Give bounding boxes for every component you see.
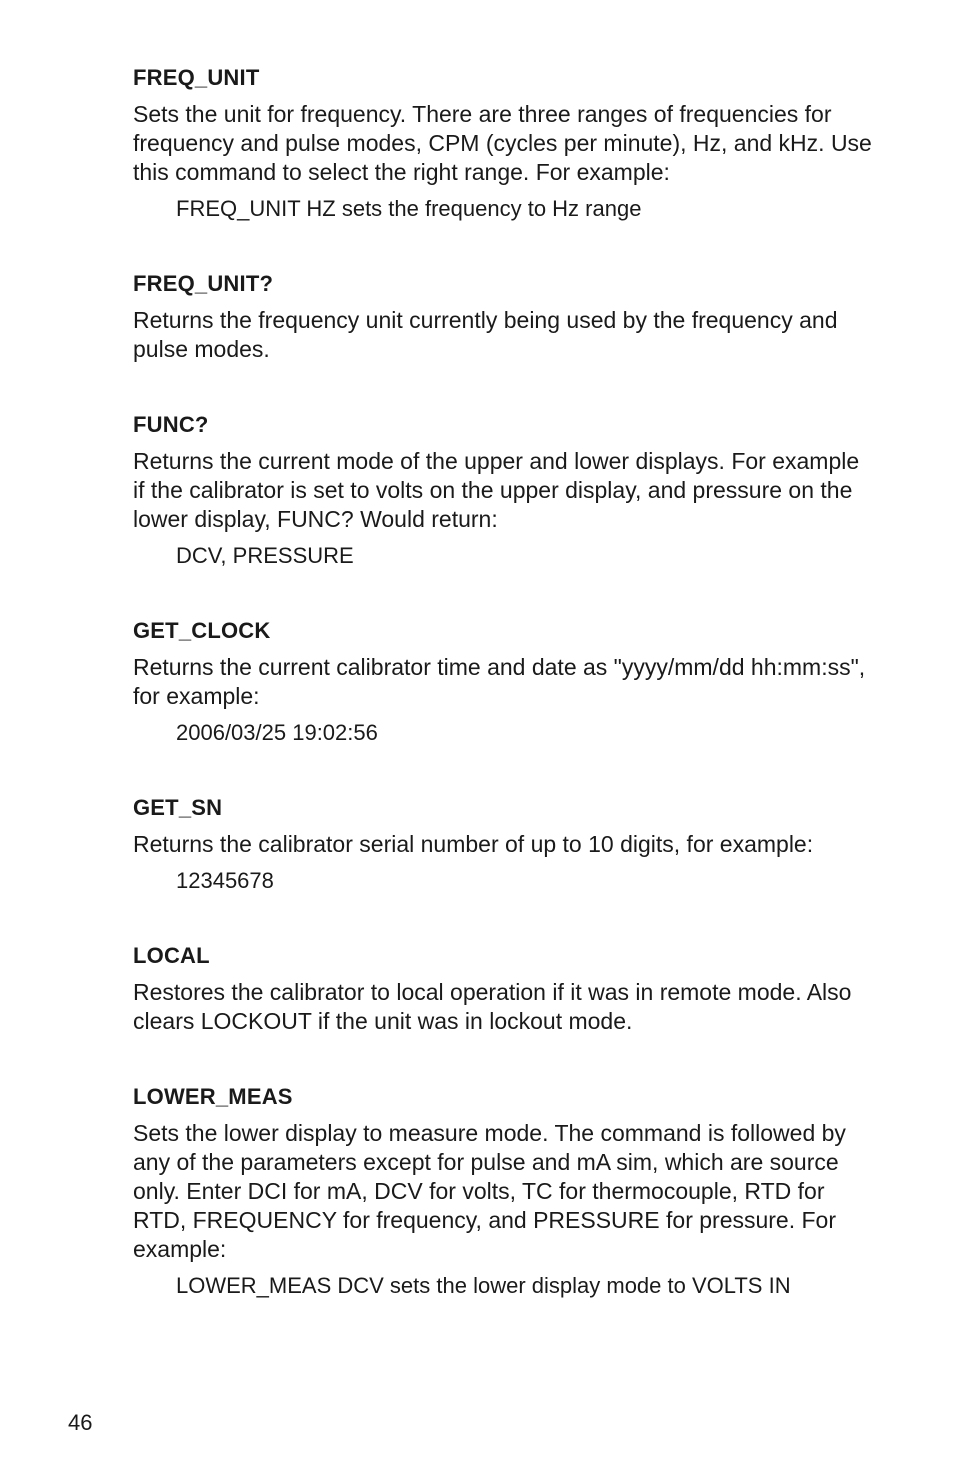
command-description: Returns the current calibrator time and date as "yyyy/mm/dd hh:mm:ss", for example: (133, 654, 866, 709)
command-description: Restores the calibrator to local operation if it was in remote mode. Also clears LOCKOUT if the unit was in lockout mode. (133, 979, 852, 1034)
command-local (133, 942, 873, 1036)
section-spacer (133, 1036, 873, 1083)
page-number: 46 (68, 1410, 93, 1435)
command-title: LOCAL (133, 943, 210, 968)
section-spacer (133, 747, 873, 794)
manual-page-content (133, 64, 873, 1300)
command-title: LOWER_MEAS (133, 1084, 293, 1109)
command-get-sn (133, 794, 873, 895)
command-example: DCV, PRESSURE (176, 543, 354, 568)
command-example: 12345678 (176, 868, 274, 893)
command-title: FUNC? (133, 412, 209, 437)
command-description: Returns the frequency unit currently being used by the frequency and pulse modes. (133, 307, 838, 362)
command-title: FREQ_UNIT? (133, 271, 274, 296)
section-spacer (133, 364, 873, 411)
command-freq-unit (133, 64, 873, 223)
command-description: Sets the unit for frequency. There are three ranges of frequencies for frequency and pulse modes, CPM (cycles per minute), Hz, and kHz. Use this command to select the right range. For example: (133, 101, 872, 185)
section-spacer (133, 895, 873, 942)
command-description: Sets the lower display to measure mode. The command is followed by any of the parameters except for pulse and mA sim, which are source only. Enter DCI for mA, DCV for volts, TC for thermocouple, RTD for RTD, FREQUENCY for frequency, and PRESSURE for pressure. For example: (133, 1120, 846, 1262)
command-get-clock (133, 617, 873, 747)
command-example: LOWER_MEAS DCV sets the lower display mode to VOLTS IN (176, 1273, 791, 1298)
command-example: FREQ_UNIT HZ sets the frequency to Hz range (176, 196, 642, 221)
command-title: GET_CLOCK (133, 618, 271, 643)
command-freq-unit-query (133, 270, 873, 364)
section-spacer (133, 223, 873, 270)
command-title: FREQ_UNIT (133, 65, 260, 90)
command-func-query (133, 411, 873, 570)
command-description: Returns the current mode of the upper and lower displays. For example if the calibrator is set to volts on the upper display, and pressure on the lower display, FUNC? Would return: (133, 448, 860, 532)
section-spacer (133, 570, 873, 617)
command-title: GET_SN (133, 795, 223, 820)
command-example: 2006/03/25 19:02:56 (176, 720, 378, 745)
command-description: Returns the calibrator serial number of up to 10 digits, for example: (133, 831, 814, 857)
command-lower-meas (133, 1083, 873, 1300)
